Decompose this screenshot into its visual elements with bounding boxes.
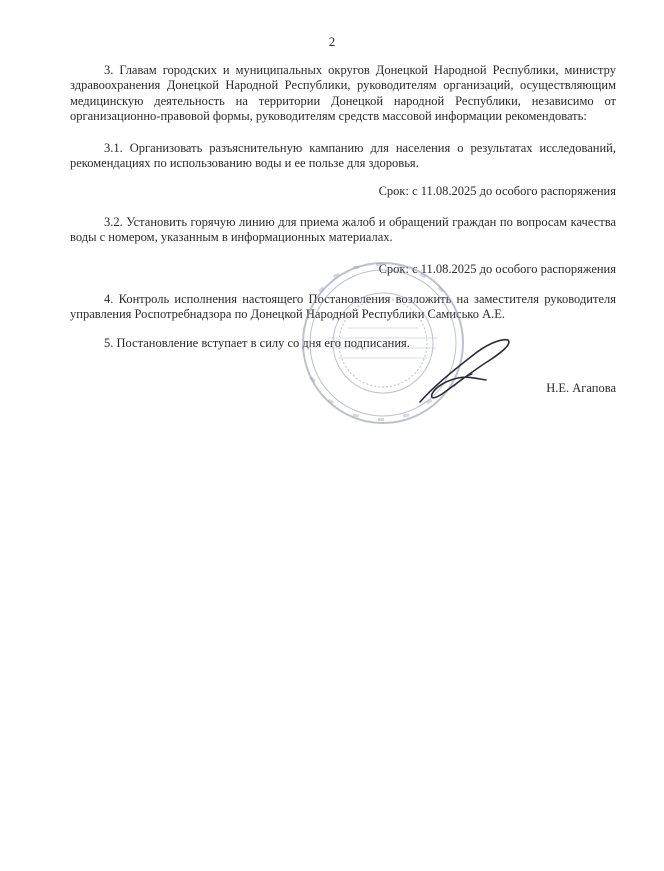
page-number: 2 — [328, 34, 336, 49]
paragraph-3-1: 3.1. Организовать разъяснительную кампанию для населения о результатах исследований, рекомендациях по использованию воды и ее пользе для здоровья. — [70, 141, 616, 171]
paragraph-3-2-deadline: Срок: с 11.08.2025 до особого распоряжения — [378, 262, 616, 276]
signature — [414, 336, 514, 406]
paragraph-4: 4. Контроль исполнения настоящего Постановления возложить на заместителя руководителя управления Роспотребнадзора по Донецкой Народной Республики Самисько А.Е. — [70, 292, 616, 322]
paragraph-3-2: 3.2. Установить горячую линию для приема жалоб и обращений граждан по вопросам качества воды с номером, указанным в информационных материалах. — [70, 215, 616, 245]
paragraph-3-1-deadline: Срок: с 11.08.2025 до особого распоряжения — [378, 184, 616, 198]
signer-name: Н.Е. Агапова — [546, 381, 616, 395]
paragraph-3: 3. Главам городских и муниципальных округов Донецкой Народной Республики, министру здравоохранения Донецкой Народной Республики, руководителям организаций, осуществляющим медицинскую деятельность на территории Донецкой народной Республики, независимо от организационно-правовой формы, руководителям средств массовой информации рекомендовать: — [70, 63, 616, 123]
paragraph-5: 5. Постановление вступает в силу со дня его подписания. — [104, 336, 410, 350]
